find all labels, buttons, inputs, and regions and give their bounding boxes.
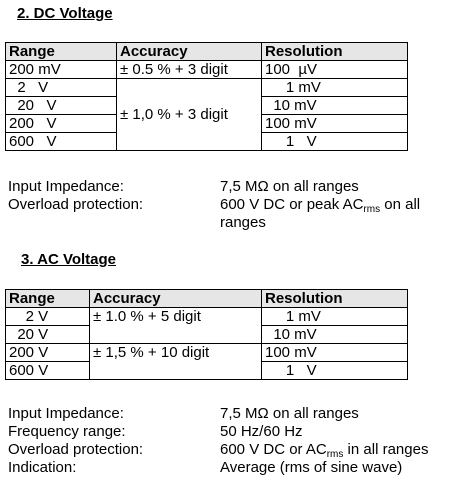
resolution-cell: 10 mV bbox=[262, 97, 408, 115]
resolution-cell: 100 mV bbox=[262, 115, 408, 133]
accuracy-cell: ± 1,5 % + 10 digit bbox=[90, 344, 262, 380]
spec-label: Indication: bbox=[8, 459, 77, 476]
resolution-cell: 10 mV bbox=[262, 326, 408, 344]
accuracy-header: Accuracy bbox=[117, 43, 262, 61]
ac-frequency-spec bbox=[8, 423, 448, 441]
dc-voltage-table bbox=[5, 42, 408, 151]
range-cell: 200 V bbox=[6, 344, 90, 362]
spec-label: Input Impedance: bbox=[8, 178, 124, 195]
accuracy-cell: ± 0.5 % + 3 digit bbox=[117, 61, 262, 79]
range-cell: 200 mV bbox=[6, 61, 117, 79]
accuracy-cell: ± 1.0 % + 5 digit bbox=[90, 308, 262, 344]
range-cell: 20 V bbox=[6, 326, 90, 344]
resolution-cell: 1 mV bbox=[262, 308, 408, 326]
range-header: Range bbox=[6, 43, 117, 61]
range-cell: 600 V bbox=[6, 133, 117, 151]
spec-value: 600 V DC or $AC_{rms}$ in all ranges bbox=[220, 441, 429, 460]
spec-value: 7,5 MΩ on all ranges bbox=[220, 178, 359, 195]
ac-impedance-spec bbox=[8, 405, 448, 423]
resolution-cell: 1 V bbox=[262, 133, 408, 151]
accuracy-cell: ± 1,0 % + 3 digit bbox=[117, 79, 262, 151]
ac-voltage-table bbox=[5, 289, 408, 380]
range-cell: 2 V bbox=[6, 79, 117, 97]
ac-voltage-heading: 3. AC Voltage bbox=[21, 251, 117, 268]
resolution-header: Resolution bbox=[262, 43, 408, 61]
table-row bbox=[6, 79, 408, 97]
ac-indication-spec bbox=[8, 459, 448, 477]
resolution-cell: 1 V bbox=[262, 362, 408, 380]
ac-overload-spec bbox=[8, 441, 448, 459]
spec-label: Frequency range: bbox=[8, 423, 126, 440]
dc-voltage-heading: 2. DC Voltage bbox=[17, 5, 113, 22]
range-cell: 20 V bbox=[6, 97, 117, 115]
spec-label: Overload protection: bbox=[8, 441, 144, 458]
table-header-row bbox=[6, 43, 408, 61]
resolution-cell: 100 µV bbox=[262, 61, 408, 79]
dc-impedance-spec bbox=[8, 178, 448, 196]
spec-value: Average (rms of sine wave) bbox=[220, 459, 403, 476]
spec-value: 600 V DC or peak $AC_{rms}$ on all ranges bbox=[220, 196, 421, 231]
spec-value: 7,5 MΩ on all ranges bbox=[220, 405, 359, 422]
resolution-cell: 1 mV bbox=[262, 79, 408, 97]
range-header: Range bbox=[6, 290, 90, 308]
accuracy-header: Accuracy bbox=[90, 290, 262, 308]
table-row bbox=[6, 308, 408, 326]
spec-label: Input Impedance: bbox=[8, 405, 124, 422]
range-cell: 200 V bbox=[6, 115, 117, 133]
spec-label: Overload protection: bbox=[8, 196, 144, 213]
dc-overload-spec bbox=[8, 196, 448, 232]
range-cell: 600 V bbox=[6, 362, 90, 380]
resolution-header: Resolution bbox=[262, 290, 408, 308]
table-row bbox=[6, 344, 408, 362]
resolution-cell: 100 mV bbox=[262, 344, 408, 362]
range-cell: 2 V bbox=[6, 308, 90, 326]
spec-value: 50 Hz/60 Hz bbox=[220, 423, 303, 440]
table-header-row bbox=[6, 290, 408, 308]
table-row bbox=[6, 61, 408, 79]
